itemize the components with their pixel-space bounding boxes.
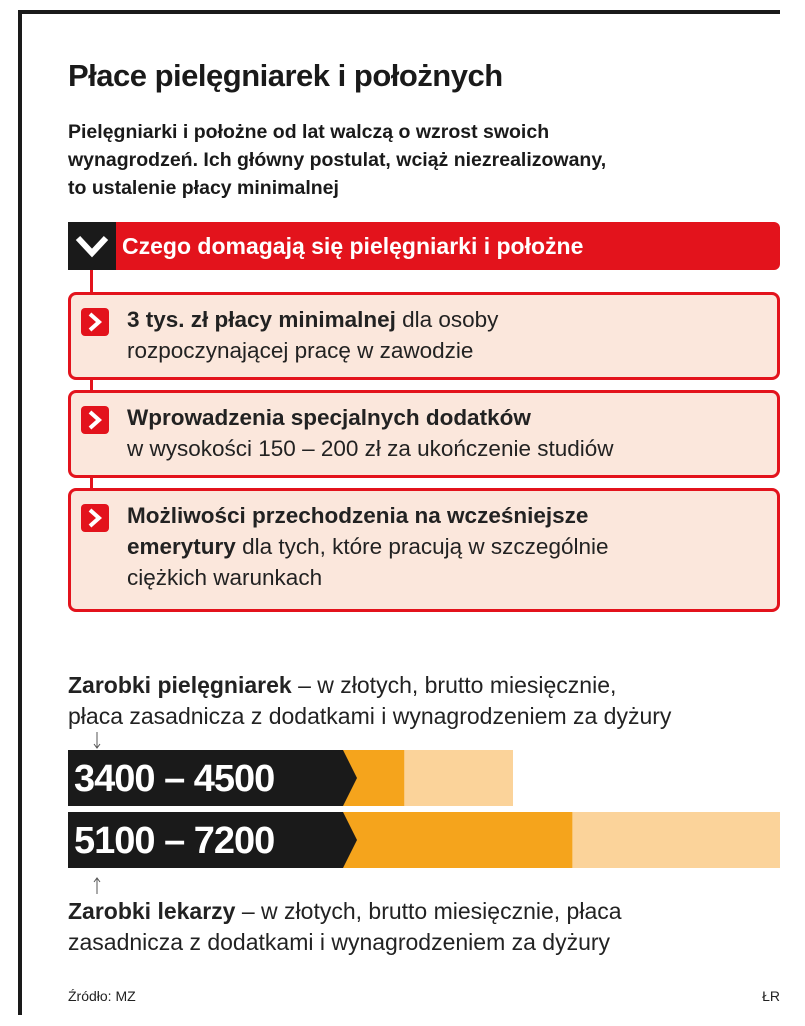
- caption-doctors-bold: Zarobki lekarzy: [68, 898, 236, 924]
- demand-line: rozpoczynającej pracę w zawodzie: [127, 338, 474, 363]
- demand-card-1: [68, 292, 780, 380]
- demand-text: [127, 402, 614, 464]
- infographic-title: Płace pielęgniarek i położnych: [68, 58, 503, 93]
- demand-line: w wysokości 150 – 200 zł za ukończenie studiów: [127, 436, 614, 461]
- demand-card-2: [68, 390, 780, 478]
- bar-data-label: 5100 – 7200: [74, 820, 275, 862]
- caption-nurses-rest: – w złotych, brutto miesięcznie,: [291, 672, 617, 698]
- frame-left-rule: [18, 10, 22, 1015]
- bar-row-1: [68, 750, 513, 806]
- demand-rest: dla tych, które pracują w szczególnie: [235, 534, 609, 559]
- demand-bold: Wprowadzenia specjalnych dodatków: [127, 405, 531, 430]
- demands-header-chevron-box: [68, 222, 116, 270]
- chevron-right-icon: [81, 406, 109, 434]
- demand-bold: Możliwości przechodzenia na wcześniejsze: [127, 503, 589, 528]
- chevron-right-icon: [81, 308, 109, 336]
- demand-line: ciężkich warunkach: [127, 565, 323, 590]
- caption-doctors-rest: – w złotych, brutto miesięcznie, płaca: [235, 898, 622, 924]
- chevron-right-icon: [81, 504, 109, 532]
- demand-text: [127, 304, 498, 366]
- caption-nurses-line: płaca zasadnicza z dodatkami i wynagrodzeniem za dyżury: [68, 703, 672, 729]
- lead-paragraph: [68, 118, 768, 202]
- caption-nurses: [68, 670, 671, 732]
- arrow-up-icon: [92, 876, 102, 894]
- caption-doctors-line: zasadnicza z dodatkami i wynagrodzeniem za dyżury: [68, 929, 611, 955]
- lead-line: wynagrodzeń. Ich główny postulat, wciąż niezrealizowany,: [68, 149, 607, 171]
- connector-line: [90, 270, 93, 294]
- demands-header-title: Czego domagają się pielęgniarki i położne: [122, 233, 584, 259]
- demand-card-3: [68, 488, 780, 612]
- caption-nurses-bold: Zarobki pielęgniarek: [68, 672, 292, 698]
- salary-bar-chart: [68, 750, 780, 876]
- lead-line: Pielęgniarki i położne od lat walczą o wzrost swoich: [68, 121, 550, 143]
- demand-bold: emerytury: [127, 534, 236, 559]
- demand-rest: dla osoby: [395, 307, 499, 332]
- demand-text: [127, 500, 609, 593]
- bar-data-label: 3400 – 4500: [74, 758, 275, 800]
- caption-doctors: [68, 896, 622, 958]
- lead-line: to ustalenie płacy minimalnej: [68, 177, 339, 199]
- arrow-down-icon: [92, 732, 102, 750]
- author-credit: ŁR: [762, 988, 780, 1004]
- demand-bold: 3 tys. zł płacy minimalnej: [127, 307, 396, 332]
- chevron-down-icon: [74, 234, 110, 258]
- source-credit: Źródło: MZ: [68, 988, 136, 1004]
- frame-top-rule: [18, 10, 780, 14]
- bar-row-2: [68, 812, 780, 868]
